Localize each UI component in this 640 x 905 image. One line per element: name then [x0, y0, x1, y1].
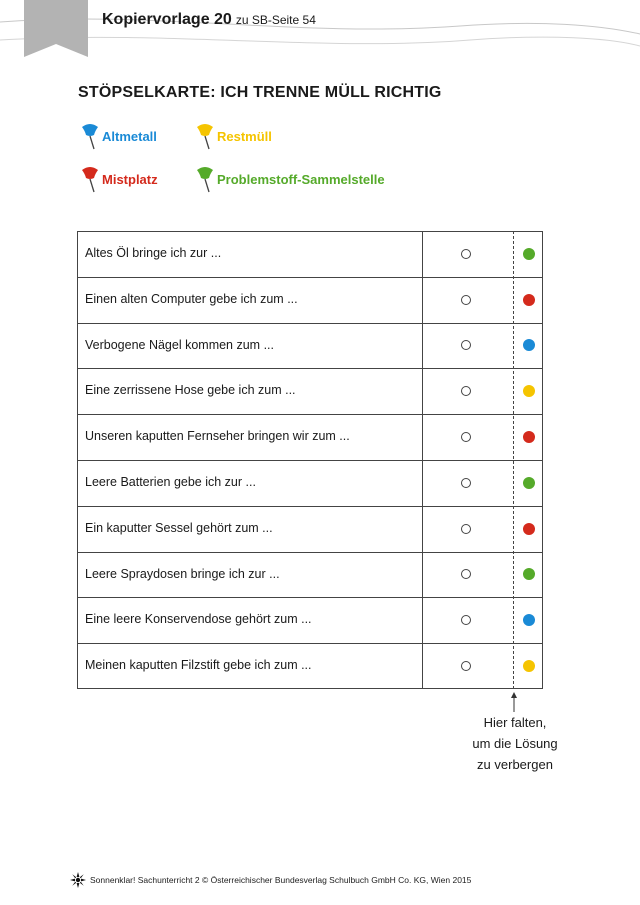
legend-item — [193, 165, 385, 193]
solution-dot — [523, 477, 535, 489]
row-question: Unseren kaputten Fernseher bringen wir zum ... — [85, 429, 350, 444]
footer-copyright: Sonnenklar! Sachunterricht 2 © Österreichischer Bundesverlag Schulbuch GmbH Co. KG, Wien 2015 — [90, 875, 472, 885]
table-row — [78, 553, 542, 599]
row-question: Leere Batterien gebe ich zur ... — [85, 475, 256, 489]
copy-template-subtitle: zu SB-Seite 54 — [235, 13, 316, 27]
table-row — [78, 461, 542, 507]
solution-dot — [523, 431, 535, 443]
yellow-pushpin-icon — [193, 122, 217, 150]
page-header-title — [102, 11, 316, 29]
table-row — [78, 232, 542, 278]
legend-label: Problemstoff-Sammelstelle — [217, 171, 385, 187]
legend-item — [193, 122, 272, 150]
answer-circle[interactable] — [461, 295, 471, 305]
row-question: Meinen kaputten Filzstift gebe ich zum ... — [85, 658, 312, 673]
header-bookmark — [24, 0, 88, 57]
answer-circle[interactable] — [461, 524, 471, 534]
row-question: Altes Öl bringe ich zur ... — [85, 246, 222, 260]
solution-dot — [523, 568, 535, 580]
legend-label: Mistplatz — [102, 171, 158, 187]
green-pushpin-icon — [193, 165, 217, 193]
legend-item — [78, 165, 158, 193]
row-question: Eine zerrissene Hose gebe ich zum ... — [85, 383, 296, 398]
solution-dot — [523, 614, 535, 626]
page-title: STÖPSELKARTE: ICH TRENNE MÜLL RICHTIG — [78, 84, 442, 101]
table-row — [78, 644, 542, 690]
copy-template-title: Kopiervorlage 20 — [102, 11, 232, 28]
blue-pushpin-icon — [78, 122, 102, 150]
legend-label: Altmetall — [102, 128, 157, 144]
row-question: Ein kaputter Sessel gehört zum ... — [85, 520, 273, 535]
table-row — [78, 598, 542, 644]
solution-dot — [523, 294, 535, 306]
fold-note-line: zu verbergen — [477, 757, 553, 772]
table-row — [78, 278, 542, 324]
solution-dot — [523, 248, 535, 260]
row-question: Eine leere Konservendose gehört zum ... — [85, 612, 312, 627]
footer — [70, 872, 471, 888]
solution-dot — [523, 385, 535, 397]
red-pushpin-icon — [78, 165, 102, 193]
solution-dot — [523, 523, 535, 535]
publisher-logo-icon — [70, 872, 86, 888]
answer-circle[interactable] — [461, 615, 471, 625]
fold-note-line: um die Lösung — [472, 736, 558, 751]
fold-note — [460, 712, 570, 775]
header-wave — [0, 0, 640, 60]
answer-circle[interactable] — [461, 340, 471, 350]
legend-label: Restmüll — [217, 128, 272, 144]
solution-dot — [523, 339, 535, 351]
fold-note-line: Hier falten, — [483, 715, 547, 730]
fold-line — [513, 231, 514, 689]
table-row — [78, 369, 542, 415]
table-row — [78, 324, 542, 370]
row-question: Leere Spraydosen bringe ich zur ... — [85, 566, 280, 581]
answer-circle[interactable] — [461, 661, 471, 671]
answer-circle[interactable] — [461, 386, 471, 396]
row-question: Einen alten Computer gebe ich zum ... — [85, 291, 298, 306]
answer-circle[interactable] — [461, 569, 471, 579]
row-question: Verbogene Nägel kommen zum ... — [85, 337, 274, 352]
answer-circle[interactable] — [461, 249, 471, 259]
answer-circle[interactable] — [461, 478, 471, 488]
solution-dot — [523, 660, 535, 672]
legend-item — [78, 122, 157, 150]
answer-table — [77, 231, 543, 689]
answer-circle[interactable] — [461, 432, 471, 442]
table-row — [78, 507, 542, 553]
table-row — [78, 415, 542, 461]
